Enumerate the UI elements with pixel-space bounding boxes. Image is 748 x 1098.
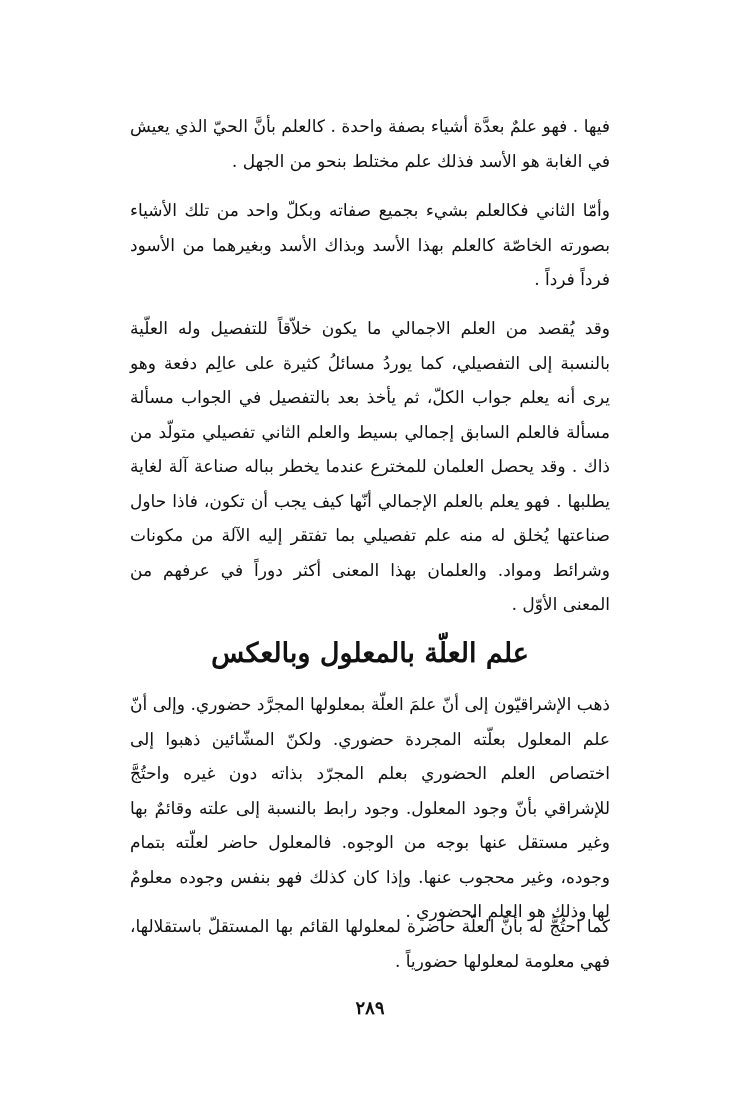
body-paragraph: وأمّا الثاني فكالعلم بشيء بجميع صفاته وبكلّ واحد من تلك الأشياء بصورته الخاصّة كالعلم بهذا الأسد وبذاك الأسد وبغيرهما من الأسود فرداً فرداً .	[130, 201, 610, 290]
body-paragraph: وقد يُقصد من العلم الاجمالي ما يكون خلاّقاً للتفصيل وله العلّية بالنسبة إلى التفصيلي، كما يوردُ مسائلُ كثيرة على عالِم دفعة وهو يرى أنه يعلم جواب الكلّ، ثم يأخذ بعد بالتفصيل في الجواب مسألة مسألة فالعلم السابق إجمالي بسيط والعلم الثاني تفصيلي متولّد من ذاك . وقد يحصل العلمان للمخترع عندما يخطر بباله صناعة آلة لغاية يطلبها . فهو يعلم بالعلم الإجمالي أنّها كيف يجب أن تكون، فاذا حاول صناعتها يُخلق له منه علم تفصيلي بما تفتقر إليه الآلة من مكونات وشرائط ومواد. والعلمان بهذا المعنى أكثر دوراً في عرفهم من المعنى الأوّل .	[130, 319, 610, 615]
page-number: ٢٨٩	[355, 998, 385, 1019]
body-paragraph: فيها . فهو علمٌ بعدَّة أشياء بصفة واحدة . كالعلم بأنَّ الحيّ الذي يعيش في الغابة هو الأسد فذلك علم مختلط بنحو من الجهل .	[130, 117, 610, 172]
section-paragraph: كما احتُجَّ له بأنَّ العلّة حاضرة لمعلولها القائم بها المستقلّ باستقلالها، فهي معلومة لمعلولها حضورياً .	[130, 917, 610, 972]
section-paragraph: ذهب الإشراقيّون إلى أنّ علمَ العلّة بمعلولها المجرَّد حضوري. وإلى أنّ علم المعلول بعلّته المجردة حضوري. ولكنّ المشّائين ذهبوا إلى اختصاص العلم الحضوري بعلم المجرّد بذاته دون غيره واحتُجَّ للإشراقي بأنّ وجود المعلول. وجود رابط بالنسبة إلى علته وقائمٌ بها وغير مستقل عنها بوجه من الوجوه. فالمعلول حاضر لعلّته بتمام وجوده، وغير محجوب عنها. وإذا كان كذلك فهو بنفس وجوده معلومٌ لها وذلك هو العلم الحضوري .	[130, 695, 610, 922]
section-heading: علم العلّة بالمعلول وبالعكس	[211, 638, 529, 669]
